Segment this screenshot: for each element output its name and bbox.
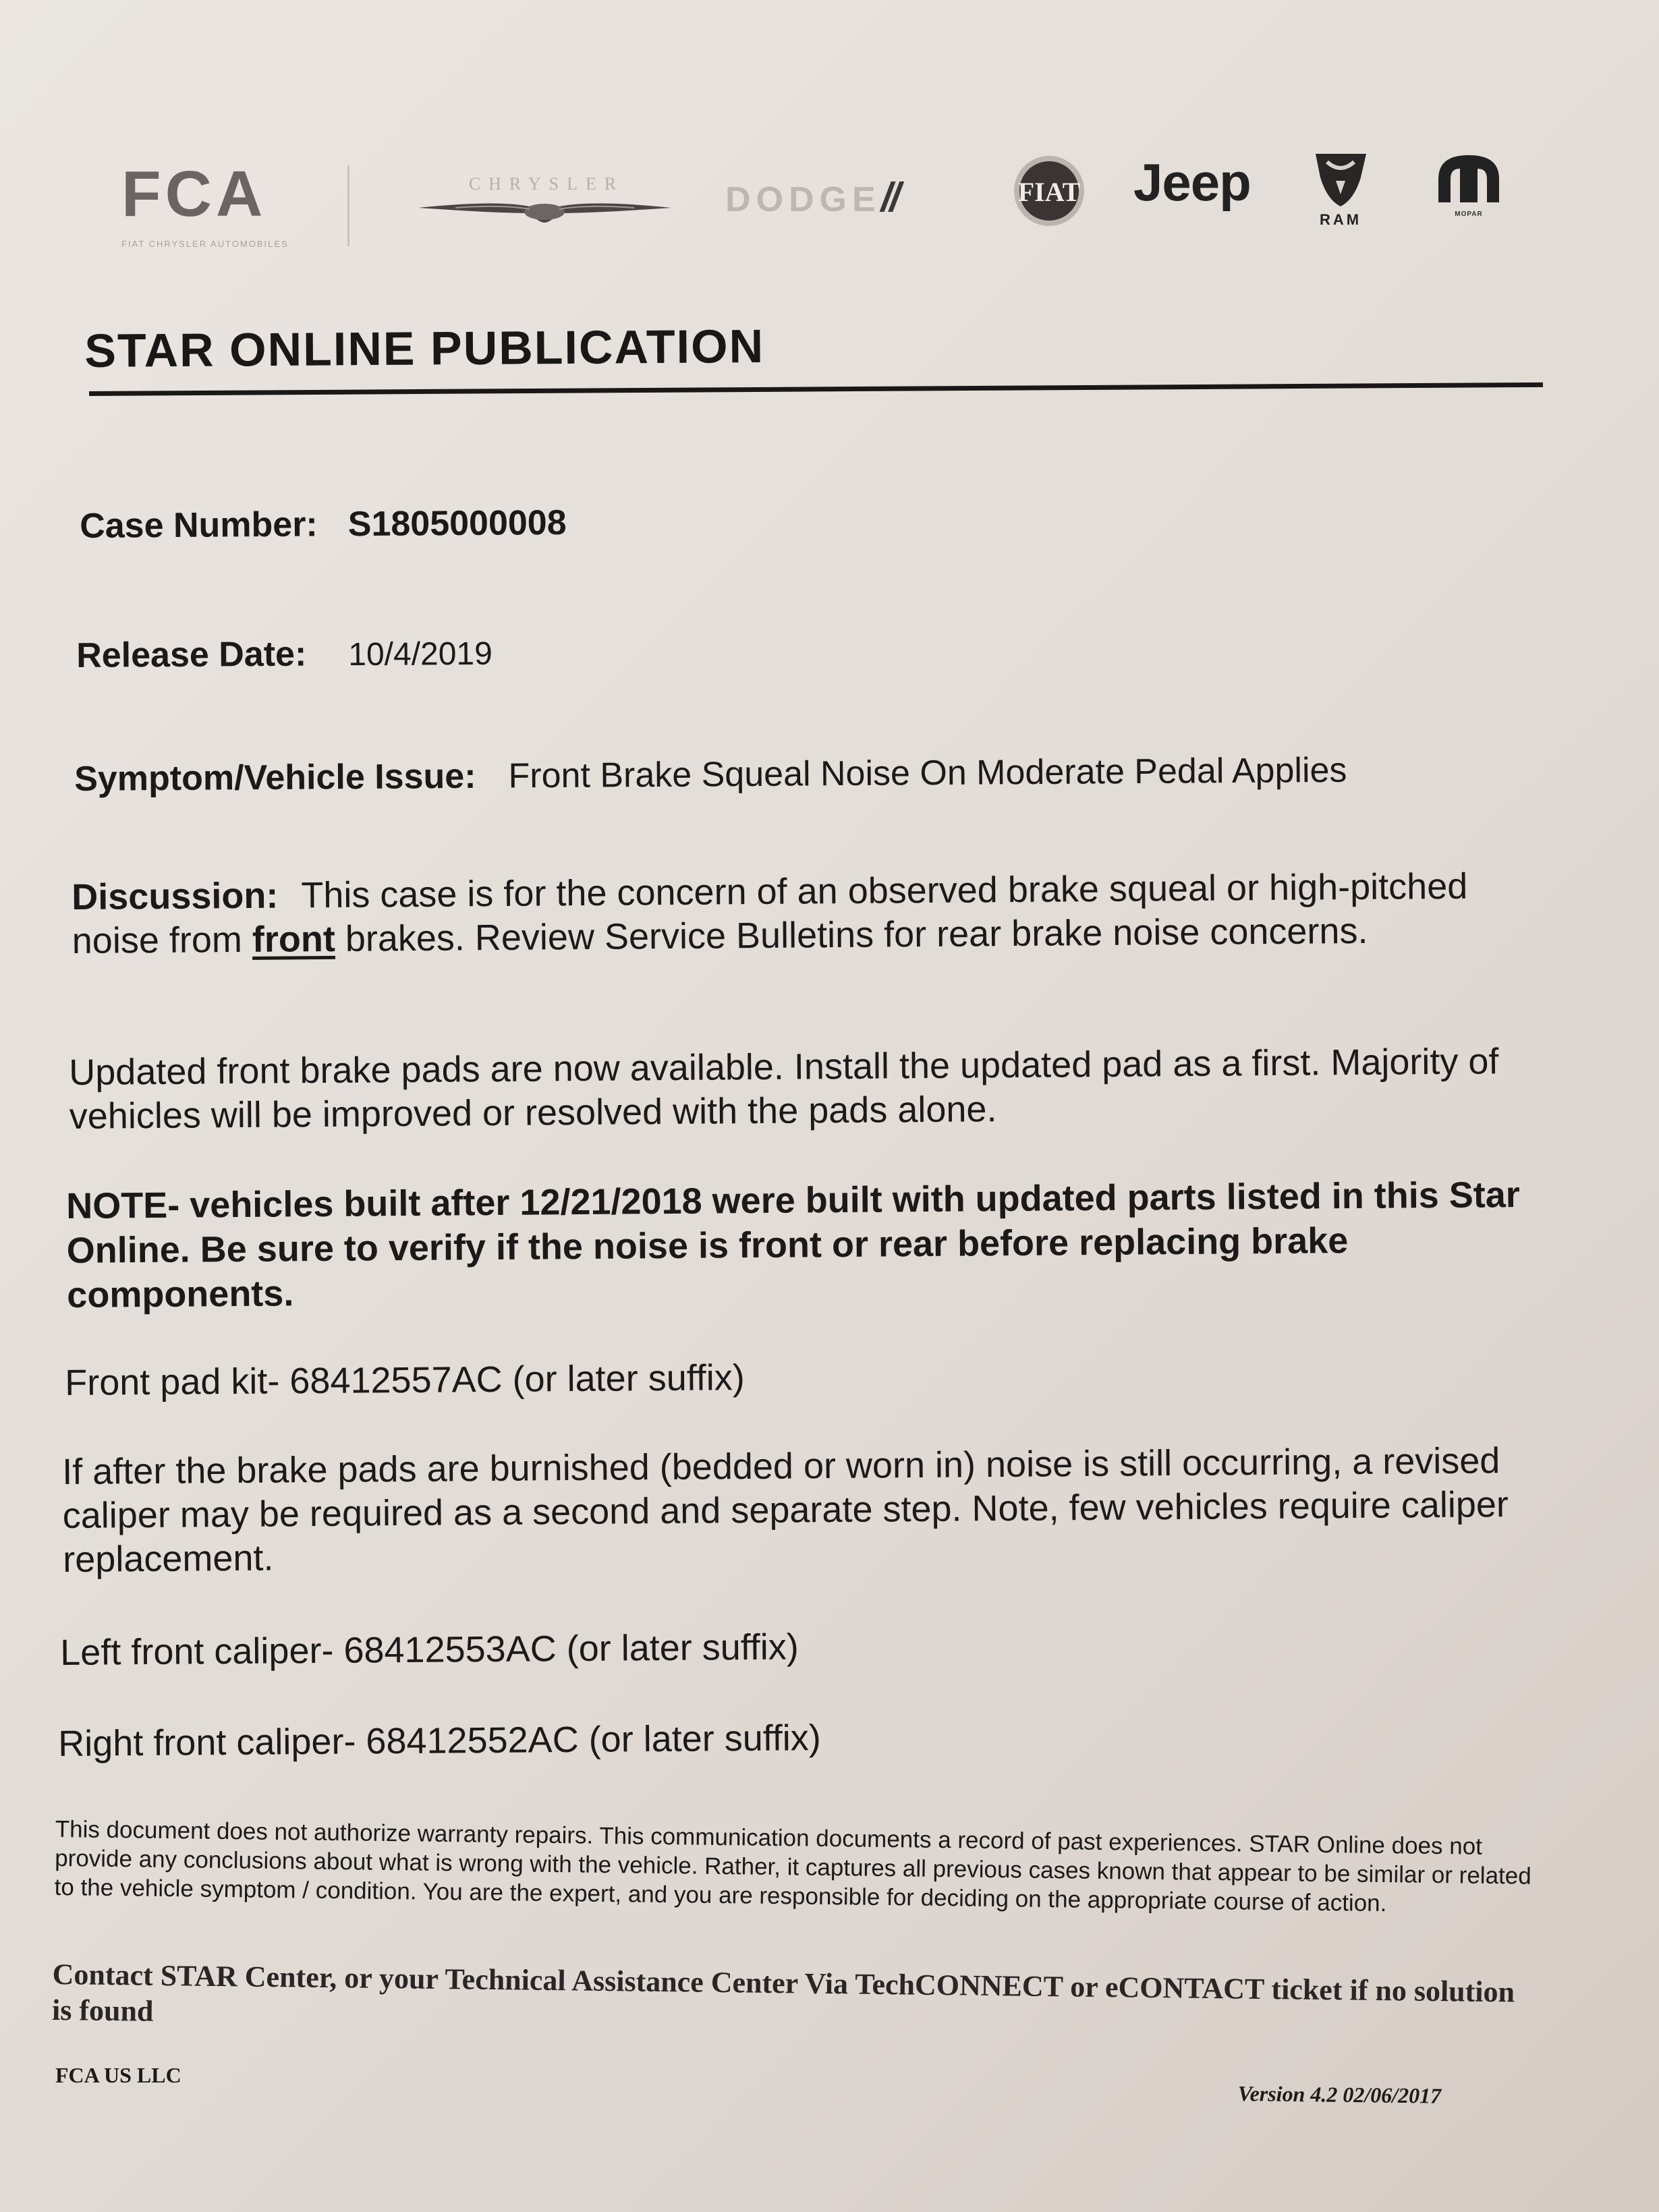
- chrysler-logo: [415, 174, 675, 235]
- dodge-logo: [725, 174, 898, 221]
- dodge-stripes-icon: //: [880, 175, 899, 220]
- fiat-badge-icon: [1012, 154, 1086, 228]
- logo-divider: [347, 165, 349, 246]
- right-caliper-line: Right front caliper- 68412552AC (or later suffix): [58, 1718, 821, 1764]
- case-number-field: [80, 503, 567, 546]
- discussion-label: Discussion:: [72, 875, 279, 917]
- case-number-label: Case Number:: [80, 505, 318, 546]
- disclaimer-text: This document does not authorize warranty repairs. This communication documents a record of past experiences. STAR Online does not provide any conclusions about what is wrong with the vehicle. Rather, it captures all previous cases known that appear to be similar or related to the vehicle symptom / condition. You are the expert, and you are responsible for deciding on the appropriate course of action.: [54, 1815, 1531, 1917]
- brand-logo-bar: [0, 0, 1659, 256]
- publication-title: STAR ONLINE PUBLICATION: [84, 319, 765, 377]
- company-name: FCA US LLC: [55, 2063, 181, 2087]
- release-date-value: 10/4/2019: [348, 635, 493, 673]
- updated-pads-paragraph: Updated front brake pads are now available. Install the updated pad as a first. Majority of vehicles will be improved or resolved with the pads alone.: [69, 1041, 1499, 1137]
- release-date-label: Release Date:: [76, 634, 307, 675]
- fiat-logo: [1012, 154, 1086, 228]
- jeep-logo: [1133, 152, 1251, 213]
- mopar-logo-text: MOPAR: [1455, 210, 1483, 218]
- chrysler-wings-icon: [415, 174, 675, 235]
- ram-logo-text: RAM: [1319, 211, 1362, 228]
- case-number-value: S1805000008: [347, 503, 567, 544]
- version-label: Version 4.2 02/06/2017: [1237, 2081, 1442, 2108]
- mopar-m-icon: [1430, 148, 1508, 223]
- ram-head-icon: [1305, 147, 1376, 228]
- mopar-logo: [1430, 148, 1508, 223]
- left-caliper-line: Left front caliper- 68412553AC (or later suffix): [60, 1626, 799, 1673]
- ram-logo: [1305, 147, 1376, 228]
- jeep-logo-text: Jeep: [1133, 152, 1251, 212]
- symptom-label: Symptom/Vehicle Issue:: [74, 756, 476, 799]
- title-underline: [89, 382, 1543, 396]
- discussion-text-end: brakes. Review Service Bulletins for rear brake noise concerns.: [335, 910, 1368, 959]
- discussion-paragraph: [72, 864, 1502, 963]
- front-pad-kit-line: Front pad kit- 68412557AC (or later suffix): [65, 1357, 745, 1403]
- chrysler-logo-text: CHRYSLER: [468, 174, 625, 194]
- fiat-logo-text: FIAT: [1017, 177, 1081, 207]
- contact-text: Contact STAR Center, or your Technical Assistance Center Via TechCONNECT or eCONTACT ticket if no solution is found: [51, 1957, 1515, 2028]
- discussion-emphasis: front: [252, 918, 336, 960]
- symptom-field: [74, 750, 1347, 799]
- note-paragraph: NOTE- vehicles built after 12/21/2018 were built with updated parts listed in this Star Online. Be sure to verify if the noise is front or rear before replacing brake components.: [66, 1174, 1521, 1315]
- symptom-value: Front Brake Squeal Noise On Moderate Pedal Applies: [508, 750, 1347, 796]
- discussion-text-start: This case is for the concern of an observed brake squeal or high-pitched noise from: [72, 866, 1468, 961]
- fca-logo-text: FCA: [121, 158, 267, 230]
- release-date-field: [76, 633, 493, 676]
- fca-logo-subtext: FIAT CHRYSLER AUTOMOBILES: [121, 239, 289, 249]
- burnished-paragraph: If after the brake pads are burnished (bedded or worn in) noise is still occurring, a revised caliper may be required as a second and separate step. Note, few vehicles require caliper replacement.: [62, 1440, 1509, 1580]
- dodge-logo-text: DODGE: [725, 180, 881, 219]
- fca-logo: [121, 158, 289, 249]
